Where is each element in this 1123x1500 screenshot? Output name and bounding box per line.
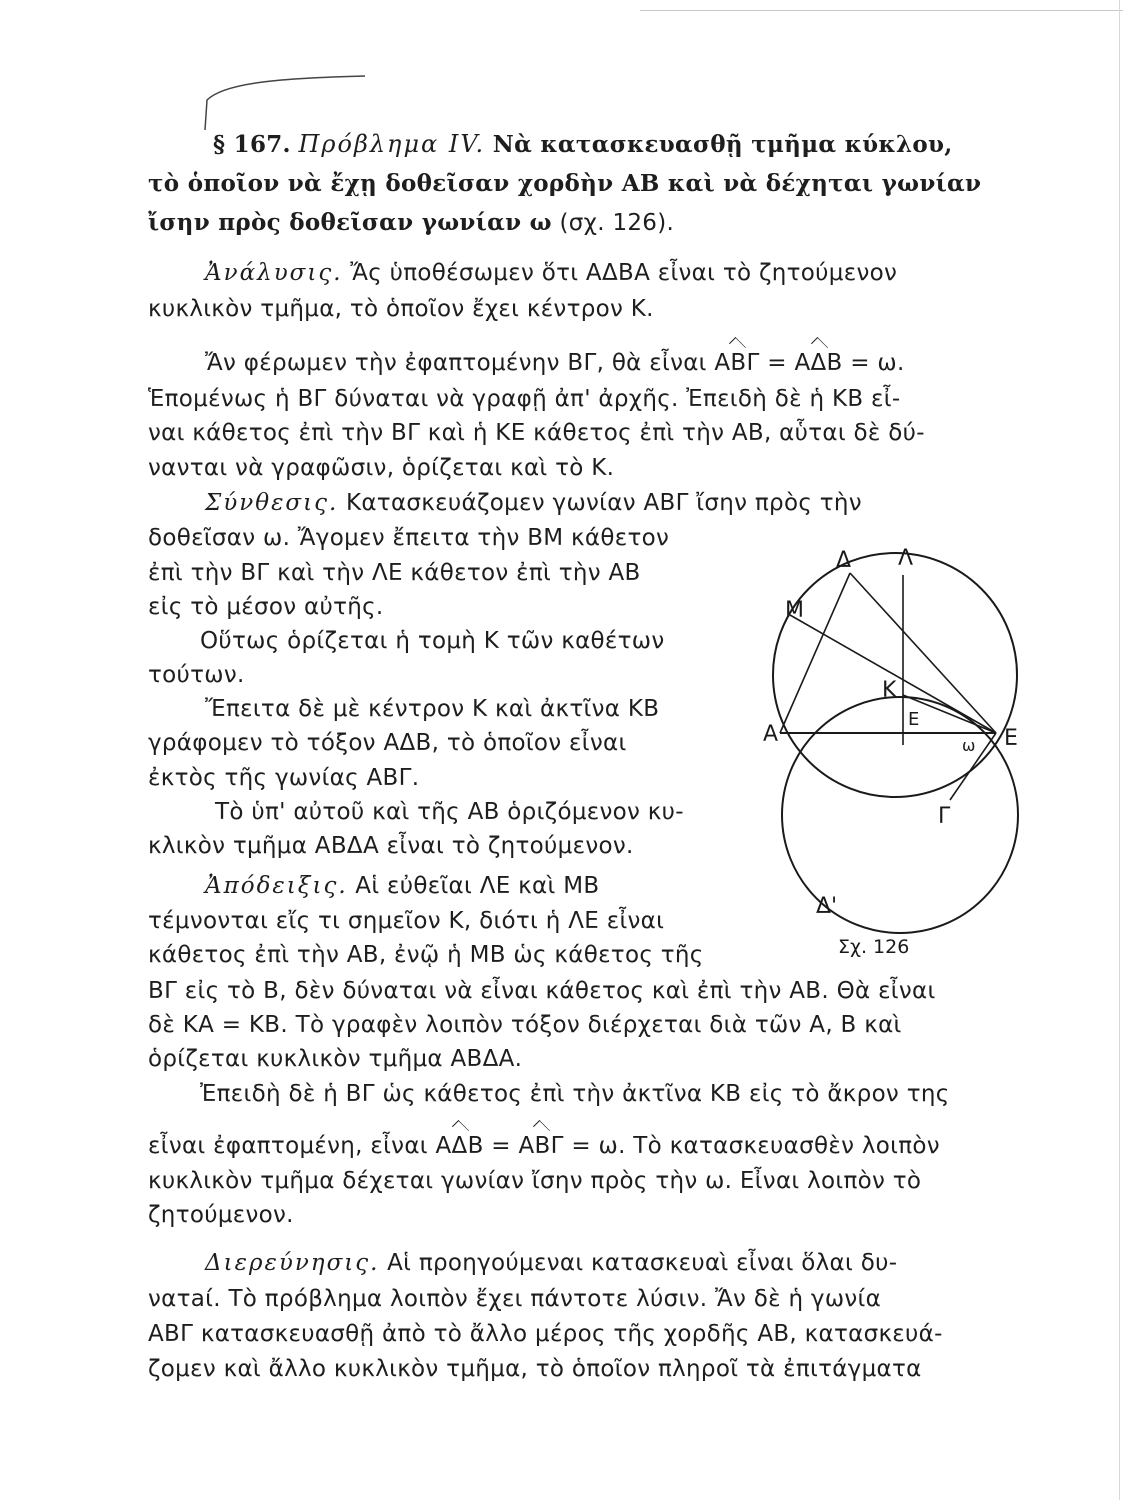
geometry-figure [760,545,1060,965]
proof-line-6: ὁρίζεται κυκλικὸν τμῆμα ΑΒΔΑ. [148,1046,523,1072]
synthesis-line-11: κλικὸν τμῆμα ΑΒΔΑ εἶναι τὸ ζητούμενον. [148,833,634,859]
synthesis-line-10: Τὸ ὑπ' αὐτοῦ καὶ τῆς ΑΒ ὁριζόμενον κυ- [215,799,684,825]
discussion-label: Διερεύνησις. [205,1250,380,1276]
proof-line-2: τέμνονται εἴς τι σημεῖον Κ, διότι ἡ ΛΕ εἶναι [148,908,665,934]
label-E: Ε [1004,726,1018,751]
synthesis-line-7: Ἔπειτα δὲ μὲ κέντρον Κ καὶ ἀκτῖνα ΚΒ [205,696,660,722]
analysis-label: Ἀνάλυσις. [205,260,343,286]
analysis-line-2: κυκλικὸν τμῆμα, τὸ ὁποῖον ἔχει κέντρον Κ. [148,296,654,322]
analysis-line-1: Ἀνάλυσις. Ἄς ὑποθέσωμεν ὅτι ΑΔΒΑ εἶναι τὸ ζητούμενον [205,260,898,286]
label-M: Μ [785,598,804,623]
line-AD [780,573,850,733]
synthesis-line-9: ἐκτὸς τῆς γωνίας ΑΒΓ. [148,765,420,791]
label-E-small: Ε [908,709,920,730]
label-G: Γ [938,804,951,829]
proof-line-8: εἶναι ἐφαπτομένη, εἶναι ΑΔΒ = ΑΒΓ = ω. Τὸ κατασκευασθὲν λοιπὸν [148,1133,940,1159]
discussion-line-1: Διερεύνησις. Αἱ προηγούμεναι κατασκευαὶ εἶναι ὅλαι δυ- [205,1250,898,1276]
line-DB [850,573,996,733]
label-L: Λ [898,546,914,571]
proof-line-1: Ἀπόδειξις. Αἱ εὐθεῖαι ΛΕ καὶ ΜΒ [205,873,600,899]
synthesis-line-2: δοθεῖσαν ω. Ἄγομεν ἔπειτα τὴν ΒΜ κάθετον [148,525,670,551]
synthesis-line-1: Σύνθεσις. Κατασκευάζομεν γωνίαν ΑΒΓ ἴσην πρὸς τὴν [205,490,862,516]
discussion-line-3: ΑΒΓ κατασκευασθῇ ἀπὸ τὸ ἄλλο μέρος τῆς χορδῆς ΑΒ, κατασκευά- [148,1321,943,1347]
analysis-line-4: Ἑπομένως ἡ ΒΓ δύναται νὰ γραφῇ ἀπ' ἀρχῆς. Ἐπειδὴ δὲ ἡ ΚΒ εἶ- [148,386,901,412]
page-edge-top [640,10,1123,11]
label-A: Α [763,722,779,747]
analysis-line-3: Ἄν φέρωμεν τὴν ἐφαπτομένην ΒΓ, θὰ εἶναι ΑΒΓ = ΑΔΒ = ω. [205,350,905,376]
section-number: § 167. [213,131,291,158]
analysis-line-5: ναι κάθετος ἐπὶ τὴν ΒΓ καὶ ἡ ΚΕ κάθετος ἐπὶ τὴν ΑΒ, αὗται δὲ δύ- [148,420,925,446]
problem-label: Πρόβλημα IV. [298,130,486,158]
proof-line-3: κάθετος ἐπὶ τὴν ΑΒ, ἐνῷ ἡ ΜΒ ὡς κάθετος τῆς [148,942,704,968]
problem-statement-2: τὸ ὁποῖον νὰ ἔχῃ δοθεῖσαν χορδὴν ΑΒ καὶ νὰ δέχηται γωνίαν [148,170,982,197]
proof-label: Ἀπόδειξις. [205,873,348,899]
label-omega: ω [962,736,976,755]
label-D-prime: Δ' [816,894,838,919]
synthesis-line-3: ἐπὶ τὴν ΒΓ καὶ τὴν ΛΕ κάθετον ἐπὶ τὴν ΑΒ [148,560,641,586]
page-edge-right [1119,0,1120,1500]
discussion-line-4: ζομεν καὶ ἄλλο κυκλικὸν τμῆμα, τὸ ὁποῖον πληροῖ τὰ ἐπιτάγματα [148,1356,922,1382]
synthesis-line-5: Οὕτως ὁρίζεται ἡ τομὴ Κ τῶν καθέτων [200,628,665,654]
label-K: Κ [882,678,897,703]
proof-line-5: δὲ ΚΑ = ΚΒ. Τὸ γραφὲν λοιπὸν τόξον διέρχεται διὰ τῶν Α, Β καὶ [148,1012,902,1038]
proof-line-9: κυκλικὸν τμῆμα δέχεται γωνίαν ἴσην πρὸς τὴν ω. Εἶναι λοιπὸν τὸ [148,1168,922,1194]
synthesis-line-4: εἰς τὸ μέσον αὐτῆς. [148,594,384,620]
label-D: Δ [836,548,852,573]
proof-line-10: ζητούμενον. [148,1202,294,1228]
figure-caption: Σχ. 126 [838,936,910,958]
line-MB [790,615,996,733]
synthesis-label: Σύνθεσις. [205,490,339,516]
problem-statement-3: ἴσην πρὸς δοθεῖσαν γωνίαν ω (σχ. 126). [148,209,675,236]
problem-heading [213,130,953,158]
synthesis-line-6: τούτων. [148,662,245,688]
analysis-line-6: νανται νὰ γραφῶσιν, ὁρίζεται καὶ τὸ Κ. [148,455,615,481]
proof-line-7: Ἐπειδὴ δὲ ἡ ΒΓ ὡς κάθετος ἐπὶ τὴν ἀκτῖνα ΚΒ εἰς τὸ ἄκρον της [200,1081,950,1107]
proof-line-4: ΒΓ εἰς τὸ Β, δὲν δύναται νὰ εἶναι κάθετος καὶ ἐπὶ τὴν ΑΒ. Θὰ εἶναι [148,978,936,1004]
problem-statement-1: Νὰ κατασκευασθῇ τμῆμα κύκλου, [492,131,953,158]
synthesis-line-8: γράφομεν τὸ τόξον ΑΔΒ, τὸ ὁποῖον εἶναι [148,730,627,756]
discussion-line-2: νατaί. Τὸ πρόβλημα λοιπὸν ἔχει πάντοτε λύσιν. Ἄν δὲ ἡ γωνία [148,1286,882,1312]
